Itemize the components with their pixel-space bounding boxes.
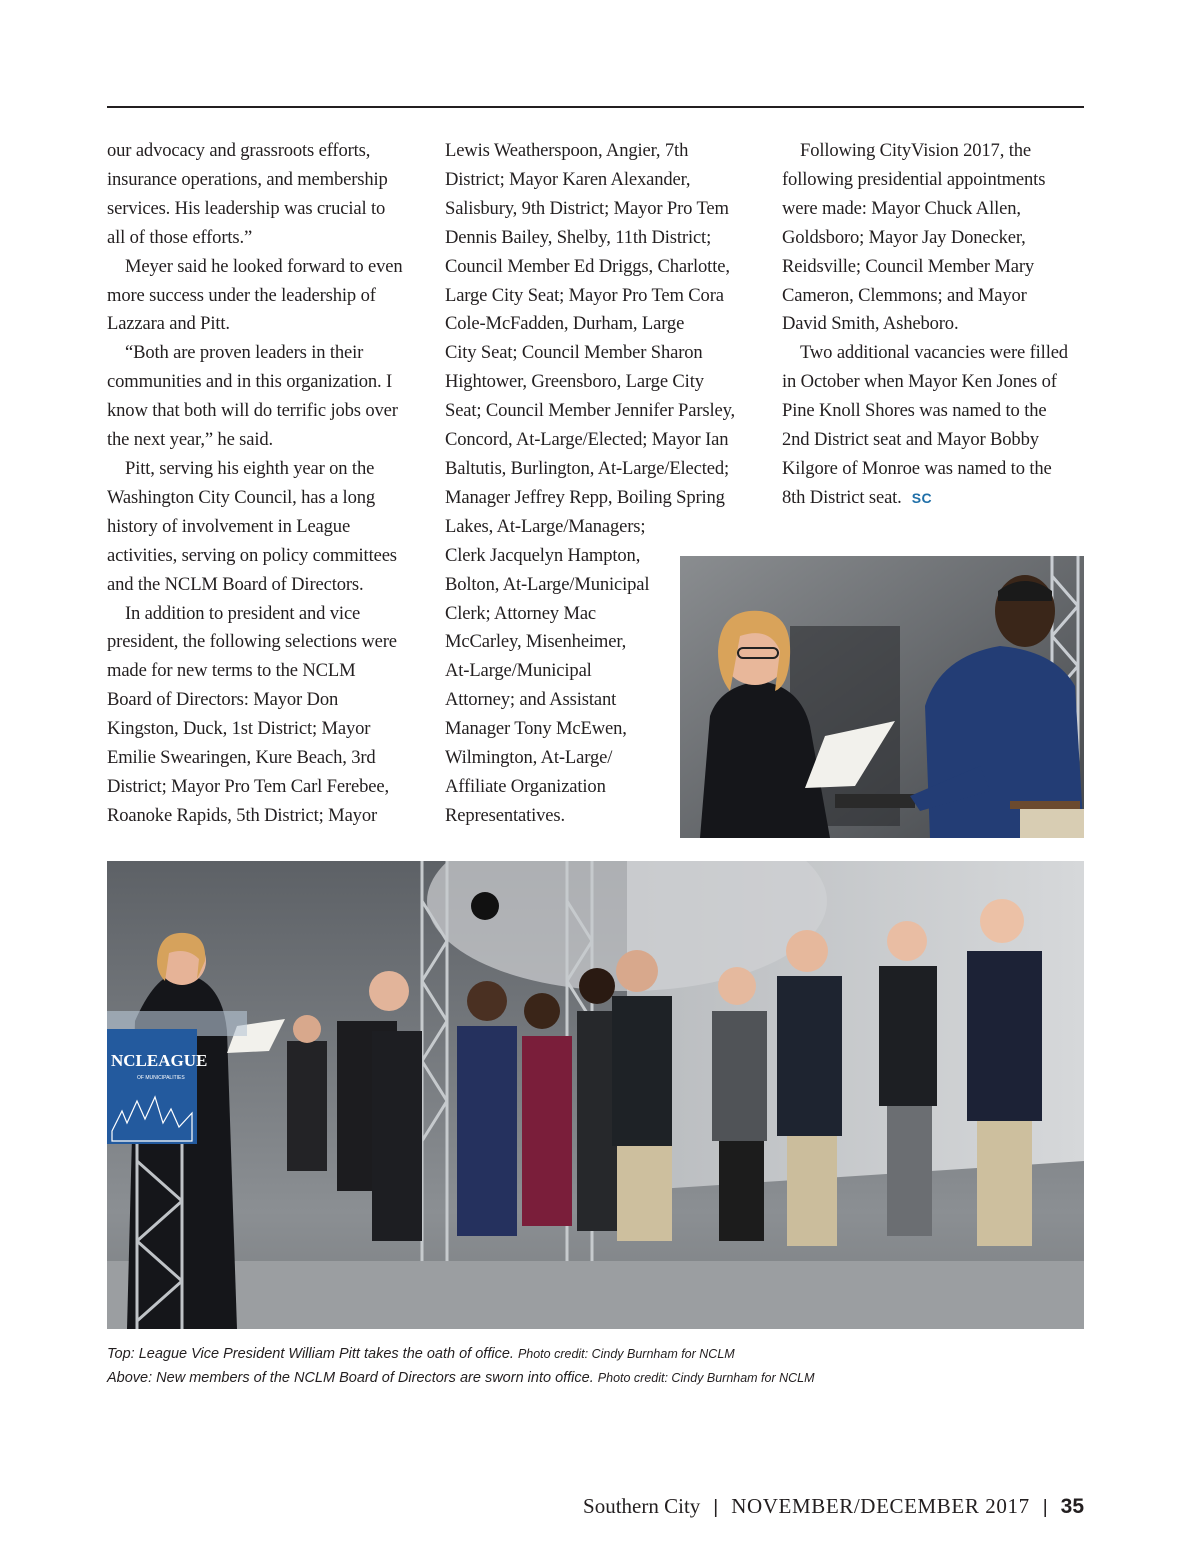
text-line: Kingston, Duck, 1st District; Mayor (107, 718, 371, 740)
text-line: Board of Directors: Mayor Don (107, 689, 339, 711)
photo-board-sworn-in (107, 861, 1084, 1329)
text-line: Meyer said he looked forward to even (125, 255, 403, 277)
text-line: in October when Mayor Ken Jones of (782, 371, 1057, 393)
text-line: City Seat; Council Member Sharon (445, 342, 703, 364)
text-line: insurance operations, and membership (107, 168, 388, 190)
text-line: David Smith, Asheboro. (782, 313, 959, 335)
text-line: Attorney; and Assistant (445, 689, 617, 711)
header-rule (107, 106, 1084, 108)
text-line: “Both are proven leaders in their (125, 342, 364, 364)
text-line: Pine Knoll Shores was named to the (782, 400, 1047, 422)
text-line: 8th District seat. (782, 486, 902, 508)
podium-sign-subtext: OF MUNICIPALITIES (137, 1075, 185, 1081)
text-line: know that both will do terrific jobs over (107, 400, 398, 422)
text-line: services. His leadership was crucial to (107, 197, 386, 219)
text-line: Council Member Ed Driggs, Charlotte, (445, 255, 730, 277)
issue-date: NOVEMBER/DECEMBER 2017 (731, 1494, 1030, 1518)
text-line: our advocacy and grassroots efforts, (107, 140, 371, 161)
text-line: Pitt, serving his eighth year on the (125, 457, 375, 479)
text-line: Emilie Swearingen, Kure Beach, 3rd (107, 747, 376, 769)
text-line: following presidential appointments (782, 168, 1046, 190)
text-line: made for new terms to the NCLM (107, 660, 356, 682)
page-footer (583, 1494, 1084, 1519)
text-line: and the NCLM Board of Directors. (107, 573, 364, 595)
text-line: Large City Seat; Mayor Pro Tem Cora (445, 284, 724, 306)
text-line: Seat; Council Member Jennifer Parsley, (445, 400, 736, 422)
end-mark: SC (911, 489, 933, 506)
publication-name: Southern City (583, 1494, 701, 1518)
podium-sign-text: NCLEAGUE (111, 1051, 208, 1070)
text-line: Lewis Weatherspoon, Angier, 7th (445, 140, 689, 161)
text-line: more success under the leadership of (107, 284, 376, 306)
text-line: Affiliate Organization (445, 775, 606, 797)
text-line: District; Mayor Karen Alexander, (445, 168, 691, 190)
text-line: Wilmington, At-Large/ (445, 747, 613, 769)
caption-main-photo (107, 1370, 815, 1386)
text-line: Dennis Bailey, Shelby, 11th District; (445, 226, 712, 248)
footer-separator-2: | (1042, 1497, 1048, 1518)
caption-text: Above: New members of the NCLM Board of Directors are sworn into office. (107, 1370, 594, 1386)
text-line: Clerk; Attorney Mac (445, 602, 597, 624)
text-line: Bolton, At-Large/Municipal (445, 573, 650, 595)
photo-credit: Photo credit: Cindy Burnham for NCLM (517, 1347, 735, 1361)
text-line: Hightower, Greensboro, Large City (445, 371, 704, 393)
text-line: Lazzara and Pitt. (107, 313, 230, 335)
page-number: 35 (1060, 1495, 1084, 1518)
text-line: Washington City Council, has a long (107, 486, 376, 508)
text-line: were made: Mayor Chuck Allen, (782, 197, 1021, 219)
text-line: Cole-McFadden, Durham, Large (445, 313, 685, 335)
text-line: McCarley, Misenheimer, (445, 631, 627, 653)
text-line: In addition to president and vice (125, 602, 361, 624)
text-line: At-Large/Municipal (445, 660, 592, 682)
photo-oath-of-office (680, 556, 1084, 838)
text-line: Manager Jeffrey Repp, Boiling Spring (445, 486, 725, 508)
text-line: Baltutis, Burlington, At-Large/Elected; (445, 457, 730, 479)
text-line: Representatives. (445, 804, 565, 826)
footer-separator: | (713, 1497, 719, 1518)
text-line: Following CityVision 2017, the (800, 140, 1031, 161)
article-column-3 (782, 137, 1087, 513)
text-line: Salisbury, 9th District; Mayor Pro Tem (445, 197, 729, 219)
text-line: Concord, At-Large/Elected; Mayor Ian (445, 429, 729, 451)
text-line: Roanoke Rapids, 5th District; Mayor (107, 804, 378, 826)
text-line: the next year,” he said. (107, 429, 274, 451)
text-line: all of those efforts.” (107, 226, 253, 248)
text-line: Two additional vacancies were filled (800, 342, 1068, 364)
text-line: District; Mayor Pro Tem Carl Ferebee, (107, 775, 389, 797)
text-line: Clerk Jacquelyn Hampton, (445, 544, 641, 566)
text-line: Manager Tony McEwen, (445, 718, 627, 740)
text-line: activities, serving on policy committees (107, 544, 397, 566)
text-line: 2nd District seat and Mayor Bobby (782, 429, 1039, 451)
text-line: president, the following selections were (107, 631, 397, 653)
article-column-1 (107, 137, 427, 831)
text-line: communities and in this organization. I (107, 371, 393, 393)
caption-top-photo (107, 1346, 735, 1362)
text-line: Reidsville; Council Member Mary (782, 255, 1035, 277)
text-line: history of involvement in League (107, 515, 351, 537)
text-line: Goldsboro; Mayor Jay Donecker, (782, 226, 1026, 248)
text-line: Kilgore of Monroe was named to the (782, 457, 1052, 479)
photo-credit: Photo credit: Cindy Burnham for NCLM (597, 1371, 815, 1385)
caption-text: Top: League Vice President William Pitt takes the oath of office. (107, 1346, 514, 1362)
text-line: Lakes, At-Large/Managers; (445, 515, 646, 537)
text-line: Cameron, Clemmons; and Mayor (782, 284, 1027, 306)
